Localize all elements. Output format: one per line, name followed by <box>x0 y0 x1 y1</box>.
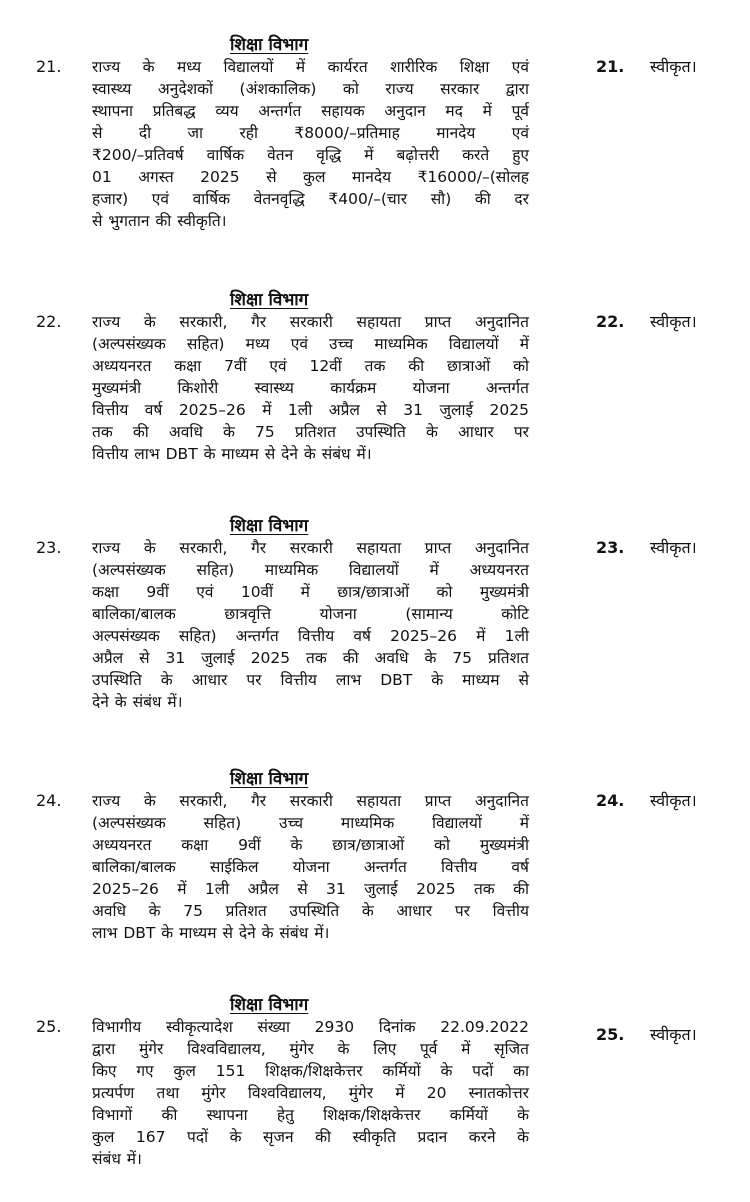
decision-status: स्वीकृत। <box>650 538 697 557</box>
description-line: 2025–26 में 1ली अप्रैल से 31 जुलाई 2025 तक की <box>92 880 529 898</box>
decision-number: 22. <box>596 312 625 331</box>
description-line: लाभ DBT के माध्यम से देने के संबंध में। <box>92 924 330 942</box>
description-line: राज्य के सरकारी, गैर सरकारी सहायता प्राप्त अनुदानित <box>92 539 529 557</box>
item-description <box>92 56 529 232</box>
description-line: कुल 167 पदों के सृजन की स्वीकृति प्रदान करने के <box>92 1128 529 1146</box>
description-line: वित्तीय वर्ष 2025–26 में 1ली अप्रैल से 31 जुलाई 2025 <box>92 401 529 419</box>
description-line: अध्ययनरत कक्षा 7वीं एवं 12वीं तक की छात्राओं को <box>92 357 529 375</box>
description-line: बालिका/बालक साईकिल योजना अन्तर्गत वित्तीय वर्ष <box>92 858 529 876</box>
description-line: (अल्पसंख्यक सहित) मध्य एवं उच्च माध्यमिक विद्यालयों में <box>92 335 529 353</box>
department-heading: शिक्षा विभाग <box>230 290 309 310</box>
item-description <box>92 790 529 944</box>
description-line: विभागीय स्वीकृत्यादेश संख्या 2930 दिनांक 22.09.2022 <box>92 1018 529 1036</box>
description-line: 01 अगस्त 2025 से कुल मानदेय ₹16000/–(सोलह <box>92 168 529 186</box>
description-line: मुख्यमंत्री किशोरी स्वास्थ्य कार्यक्रम योजना अन्तर्गत <box>92 379 529 397</box>
item-description <box>92 311 529 465</box>
description-line: अवधि के 75 प्रतिशत उपस्थिति के आधार पर वित्तीय <box>92 902 529 920</box>
description-line: तक की अवधि के 75 प्रतिशत उपस्थिति के आधार पर <box>92 423 529 441</box>
item-number: 24. <box>36 791 62 810</box>
description-line: से भुगतान की स्वीकृति। <box>92 212 227 230</box>
decision-number: 25. <box>596 1025 625 1044</box>
description-line: (अल्पसंख्यक सहित) उच्च माध्यमिक विद्यालयों में <box>92 814 529 832</box>
department-heading: शिक्षा विभाग <box>230 769 309 789</box>
description-line: उपस्थिति के आधार पर वित्तीय लाभ DBT के माध्यम से <box>92 671 529 689</box>
decision-status: स्वीकृत। <box>650 791 697 810</box>
description-line: (अल्पसंख्यक सहित) माध्यमिक विद्यालयों में अध्ययनरत <box>92 561 529 579</box>
item-description <box>92 537 529 713</box>
description-line: स्थापना प्रतिबद्ध व्यय अन्तर्गत सहायक अनुदान मद में पूर्व <box>92 102 529 120</box>
decision-number: 21. <box>596 57 625 76</box>
description-line: किए गए कुल 151 शिक्षक/शिक्षकेत्तर कर्मियों के पदों का <box>92 1062 529 1080</box>
description-line: ₹200/–प्रतिवर्ष वार्षिक वेतन वृद्धि में बढ़ोत्तरी करते हुए <box>92 146 529 164</box>
description-line: संबंध में। <box>92 1150 142 1168</box>
description-line: राज्य के मध्य विद्यालयों में कार्यरत शारीरिक शिक्षा एवं <box>92 58 529 76</box>
decision-status: स्वीकृत। <box>650 57 697 76</box>
description-line: बालिका/बालक छात्रवृत्ति योजना (सामान्य कोटि <box>92 605 529 623</box>
decision-number: 23. <box>596 538 625 557</box>
description-line: हजार) एवं वार्षिक वेतनवृद्धि ₹400/–(चार सौ) की दर <box>92 190 529 208</box>
description-line: विभागों की स्थापना हेतु शिक्षक/शिक्षकेत्तर कर्मियों के <box>92 1106 529 1124</box>
department-heading: शिक्षा विभाग <box>230 516 309 536</box>
decision-status: स्वीकृत। <box>650 312 697 331</box>
item-description <box>92 1016 529 1170</box>
item-number: 22. <box>36 312 62 331</box>
description-line: राज्य के सरकारी, गैर सरकारी सहायता प्राप्त अनुदानित <box>92 792 529 810</box>
item-number: 25. <box>36 1017 62 1036</box>
item-number: 21. <box>36 57 62 76</box>
description-line: अप्रैल से 31 जुलाई 2025 तक की अवधि के 75 प्रतिशत <box>92 649 529 667</box>
description-line: प्रत्यर्पण तथा मुंगेर विश्वविद्यालय, मुंगेर में 20 स्नातकोत्तर <box>92 1084 529 1102</box>
description-line: द्वारा मुंगेर विश्वविद्यालय, मुंगेर के लिए पूर्व में सृजित <box>92 1040 529 1058</box>
description-line: अध्ययनरत कक्षा 9वीं के छात्र/छात्राओं को मुख्यमंत्री <box>92 836 529 854</box>
description-line: कक्षा 9वीं एवं 10वीं में छात्र/छात्राओं को मुख्यमंत्री <box>92 583 529 601</box>
department-heading: शिक्षा विभाग <box>230 995 309 1015</box>
description-line: वित्तीय लाभ DBT के माध्यम से देने के संबंध में। <box>92 445 372 463</box>
description-line: से दी जा रही ₹8000/–प्रतिमाह मानदेय एवं <box>92 124 529 142</box>
department-heading: शिक्षा विभाग <box>230 35 309 55</box>
description-line: देने के संबंध में। <box>92 693 183 711</box>
item-number: 23. <box>36 538 62 557</box>
description-line: राज्य के सरकारी, गैर सरकारी सहायता प्राप्त अनुदानित <box>92 313 529 331</box>
description-line: स्वास्थ्य अनुदेशकों (अंशकालिक) को राज्य सरकार द्वारा <box>92 80 529 98</box>
decision-status: स्वीकृत। <box>650 1025 697 1044</box>
description-line: अल्पसंख्यक सहित) अन्तर्गत वित्तीय वर्ष 2025–26 में 1ली <box>92 627 529 645</box>
decision-number: 24. <box>596 791 625 810</box>
